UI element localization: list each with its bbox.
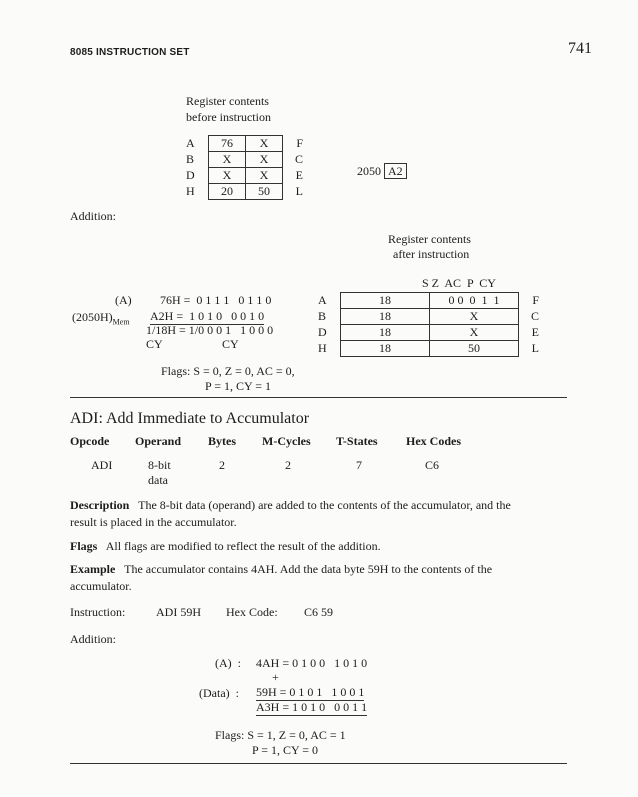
operand-mem-expression: A2H = 1 0 1 0 0 0 1 0: [150, 309, 265, 323]
after-caption-line-2: after instruction: [393, 247, 470, 261]
example-paragraph: [70, 561, 530, 595]
cell-opcode: ADI: [91, 458, 113, 472]
flags-label: Flags: [70, 539, 98, 553]
after-row-d: [318, 325, 539, 341]
memory-value: A2: [384, 163, 407, 179]
reg-value: X: [246, 152, 283, 168]
col-hexcodes: Hex Codes: [406, 434, 461, 448]
hexcode-label: Hex Code:: [226, 605, 278, 619]
col-tstates: T-States: [336, 434, 378, 448]
flags-paragraph: [70, 538, 530, 555]
adi-a-label: (A) :: [215, 656, 241, 670]
reg-label: D: [318, 325, 327, 339]
col-bytes: Bytes: [208, 434, 236, 448]
adi-flags-line-1: Flags: S = 1, Z = 0, AC = 1: [215, 728, 346, 742]
reg-value: 18: [341, 293, 430, 309]
prev-flags-line-2: P = 1, CY = 1: [205, 379, 271, 393]
section-title: ADI: Add Immediate to Accumulator: [70, 410, 310, 427]
reg-value: X: [209, 168, 246, 184]
reg-label: H: [186, 184, 195, 198]
before-caption-line-1: Register contents: [186, 94, 269, 108]
before-row-d: [186, 168, 303, 184]
before-row-a: [186, 136, 303, 152]
addition-label: Addition:: [70, 209, 117, 223]
col-opcode: Opcode: [70, 434, 110, 448]
description-paragraph: [70, 497, 530, 531]
reg-label: H: [318, 341, 327, 355]
reg-value: 18: [341, 325, 430, 341]
reg-value: X: [430, 309, 519, 325]
adi-result-expression: A3H = 1 0 1 0 0 0 1 1: [256, 700, 368, 714]
operand-a-label: (A): [115, 293, 132, 307]
carry-label-2: CY: [222, 337, 239, 351]
prev-flags-line-1: Flags: S = 0, Z = 0, AC = 0,: [161, 364, 295, 378]
example-label: Example: [70, 562, 116, 576]
bottom-divider: [70, 763, 567, 764]
before-row-h: [186, 184, 303, 200]
example-text: The accumulator contains 4AH. Add the data byte 59H to the contents of the accumulator.: [70, 562, 493, 593]
carry-label-1: CY: [146, 337, 163, 351]
operand-a-expression: 76H = 0 1 1 1 0 1 1 0: [160, 293, 272, 307]
description-text: The 8-bit data (operand) are added to the contents of the accumulator, and the result is placed in the accumulator.: [70, 498, 511, 529]
instruction-value: ADI 59H: [156, 605, 201, 619]
running-title: 8085 INSTRUCTION SET: [70, 47, 190, 58]
reg-label: E: [531, 325, 539, 339]
reg-value: 50: [246, 184, 283, 200]
reg-label: F: [532, 293, 539, 307]
reg-label: B: [318, 309, 327, 323]
before-row-b: [186, 152, 303, 168]
before-caption-line-2: before instruction: [186, 110, 271, 124]
after-register-table: [318, 292, 539, 357]
reg-value: X: [209, 152, 246, 168]
reg-label: D: [186, 168, 195, 182]
reg-label: L: [295, 184, 303, 198]
col-mcycles: M-Cycles: [262, 434, 311, 448]
cell-operand-1: 8-bit: [148, 458, 171, 472]
cell-tstates: 7: [356, 458, 362, 472]
reg-value: 76: [209, 136, 246, 152]
reg-value: 18: [341, 309, 430, 325]
cell-mcycles: 2: [285, 458, 291, 472]
reg-label: C: [530, 309, 539, 323]
adi-data-expression: 59H = 0 1 0 1 1 0 0 1: [256, 685, 365, 699]
before-register-table: [186, 135, 303, 200]
page-number: 741: [568, 40, 592, 57]
reg-label: C: [294, 152, 303, 166]
reg-value: X: [430, 325, 519, 341]
reg-label: F: [296, 136, 303, 150]
memory-address: 2050: [357, 164, 381, 178]
adi-a-expression: 4AH = 0 1 0 0 1 0 1 0: [256, 656, 368, 670]
reg-value: 50: [430, 341, 519, 357]
description-label: Description: [70, 498, 130, 512]
reg-label: E: [295, 168, 303, 182]
col-operand: Operand: [135, 434, 182, 448]
memory-location: [357, 164, 407, 179]
section-divider: [70, 397, 567, 398]
hexcode-value: C6 59: [304, 605, 334, 619]
cell-operand-2: data: [148, 473, 168, 487]
reg-value: 18: [341, 341, 430, 357]
reg-value: X: [246, 168, 283, 184]
reg-value: X: [246, 136, 283, 152]
adi-flags-line-2: P = 1, CY = 0: [252, 743, 318, 757]
after-caption-line-1: Register contents: [388, 232, 471, 246]
adi-addition-label: Addition:: [70, 632, 117, 646]
flags-text: All flags are modified to reflect the result of the addition.: [105, 539, 381, 553]
reg-value: 20: [209, 184, 246, 200]
cell-hexcode: C6: [425, 458, 440, 472]
after-row-a: [318, 293, 539, 309]
adi-data-label: (Data) :: [199, 686, 239, 700]
after-row-h: [318, 341, 539, 357]
instruction-label: Instruction:: [70, 605, 126, 619]
operand-mem-label: $(2050H)_{Mem}$: [72, 310, 130, 327]
reg-value: 0 0 0 1 1: [430, 293, 519, 309]
reg-label: L: [531, 341, 539, 355]
after-row-b: [318, 309, 539, 325]
cell-bytes: 2: [219, 458, 225, 472]
flag-bit-header: S Z AC P CY: [422, 276, 496, 290]
reg-label: B: [186, 152, 195, 166]
reg-label: A: [318, 293, 327, 307]
plus-sign: +: [272, 670, 279, 684]
addition-result: 1/18H = 1/0 0 0 1 1 0 0 0: [146, 323, 274, 337]
reg-label: A: [186, 136, 195, 150]
